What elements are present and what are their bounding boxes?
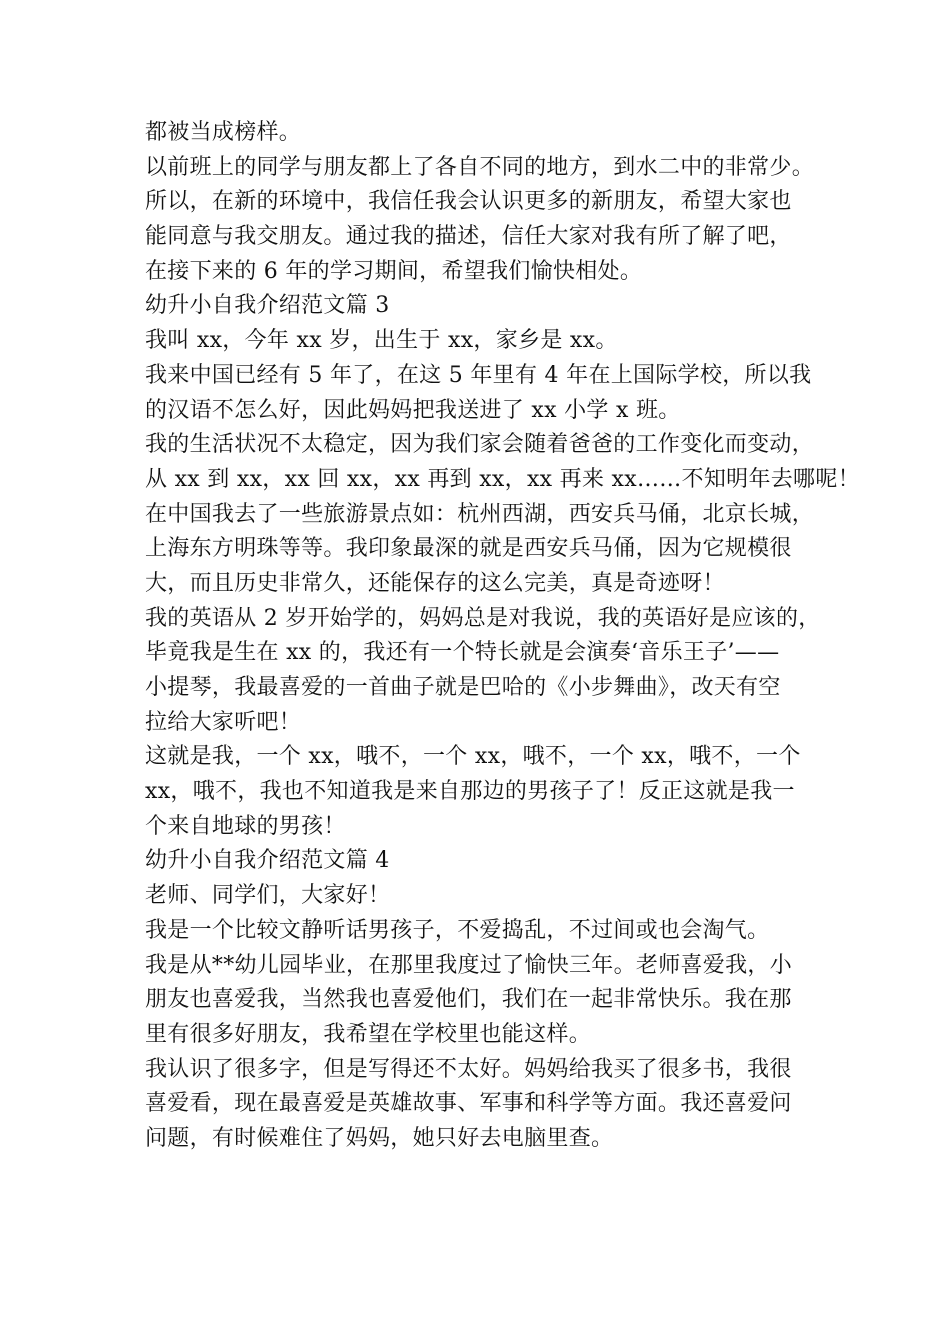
text-line: 小提琴，我最喜爱的一首曲子就是巴哈的《小步舞曲》，改天有空 (145, 675, 781, 700)
text-line: 我叫 xx，今年 xx 岁，出生于 xx，家乡是 xx。 (145, 328, 618, 354)
text-line: 在接下来的 6 年的学习期间，希望我们愉快相处。 (145, 258, 643, 284)
text-line: 的汉语不怎么好，因此妈妈把我送进了 xx 小学 x 班。 (145, 397, 681, 423)
section-heading-4: 幼升小自我介绍范文篇 4 (145, 848, 390, 874)
text-line: 我来中国已经有 5 年了，在这 5 年里有 4 年在上国际学校，所以我 (145, 362, 812, 388)
text-line: 个来自地球的男孩！ (145, 813, 346, 839)
text-line: 在中国我去了一些旅游景点如：杭州西湖，西安兵马俑，北京长城， (145, 501, 815, 527)
text-line: 所以，在新的环境中，我信任我会认识更多的新朋友，希望大家也 (145, 189, 792, 215)
text-line: 我的英语从 2 岁开始学的，妈妈总是对我说，我的英语好是应该的， (145, 605, 821, 631)
text-line: 大，而且历史非常久，还能保存的这么完美，真是奇迹呀！ (145, 570, 725, 596)
text-line: 老师、同学们，大家好！ (145, 883, 391, 909)
text-line: 我是一个比较文静听话男孩子，不爱捣乱，不过间或也会淘气。 (145, 917, 770, 943)
document-body (145, 116, 860, 1157)
text-line: 我的生活状况不太稳定，因为我们家会随着爸爸的工作变化而变动， (145, 432, 815, 458)
text-line: 里有很多好朋友，我希望在学校里也能这样。 (145, 1021, 592, 1047)
text-line: 问题，有时候难住了妈妈，她只好去电脑里查。 (145, 1125, 614, 1151)
text-line: 喜爱看，现在最喜爱是英雄故事、军事和科学等方面。我还喜爱问 (145, 1091, 792, 1117)
text-line: 朋友也喜爱我，当然我也喜爱他们，我们在一起非常快乐。我在那 (145, 987, 792, 1013)
text-line: xx，哦不，我也不知道我是来自那边的男孩子了！反正这就是我一 (145, 779, 795, 805)
text-line: 能同意与我交朋友。通过我的描述，信任大家对我有所了解了吧， (145, 224, 792, 250)
text-line: 上海东方明珠等等。我印象最深的就是西安兵马俑，因为它规模很 (145, 536, 792, 562)
text-line: 拉给大家听吧！ (145, 709, 302, 735)
text-line: 我认识了很多字，但是写得还不太好。妈妈给我买了很多书，我很 (145, 1056, 792, 1082)
text-line: 毕竟我是生在 xx 的，我还有一个特长就是会演奏‘音乐王子’—— (145, 640, 780, 666)
section-heading-3: 幼升小自我介绍范文篇 3 (145, 293, 390, 319)
text-line: 都被当成榜样。 (145, 120, 302, 145)
text-line: 我是从**幼儿园毕业，在那里我度过了愉快三年。老师喜爱我，小 (145, 952, 793, 978)
text-line: 从 xx 到 xx，xx 回 xx，xx 再到 xx，xx 再来 xx……不知明年去哪呢！ (145, 466, 860, 492)
text-line: 以前班上的同学与朋友都上了各自不同的地方，到水二中的非常少。 (145, 154, 815, 180)
text-line: 这就是我，一个 xx，哦不，一个 xx，哦不，一个 xx，哦不，一个 (145, 744, 801, 770)
